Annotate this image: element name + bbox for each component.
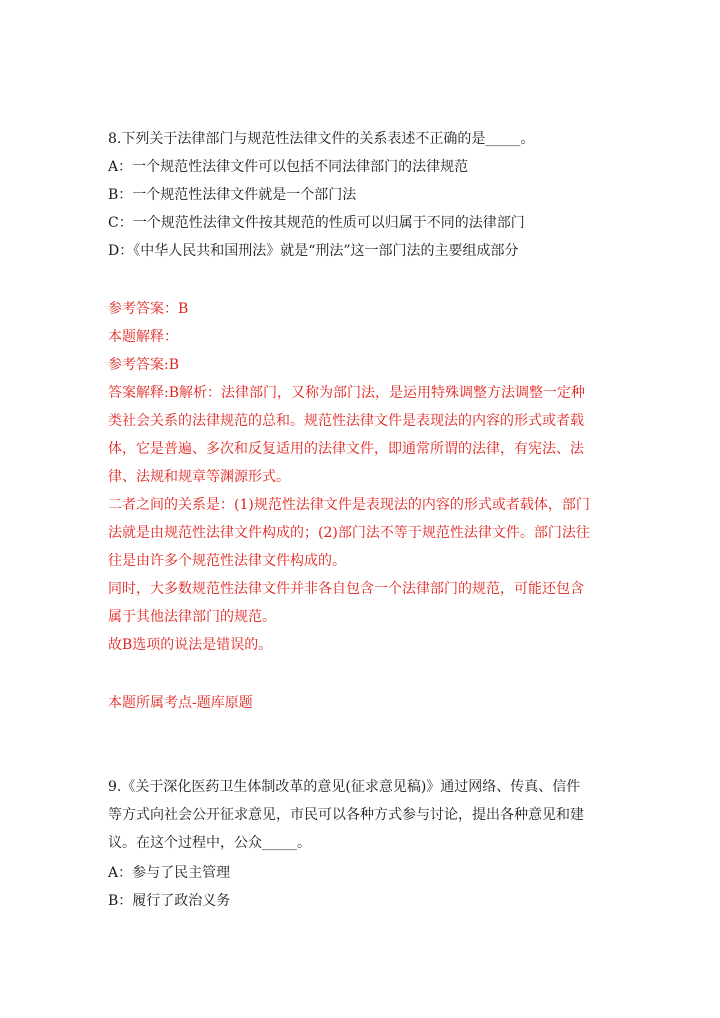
question-9-option-a: A：参与了民主管理: [108, 865, 231, 881]
explanation-line: 律、法规和规章等渊源形式。: [108, 469, 290, 485]
explanation-line: 答案解释:B解析：法律部门，又称为部门法，是运用特殊调整方法调整一定种: [108, 385, 586, 401]
explanation-line: 同时，大多数规范性法律文件并非各自包含一个法律部门的规范，可能还包含: [108, 581, 584, 597]
explanation-line: 体，它是普遍、多次和反复适用的法律文件，即通常所谓的法律，有宪法、法: [108, 441, 584, 457]
question-8-option-c: C：一个规范性法律文件按其规范的性质可以归属于不同的法律部门: [108, 215, 525, 231]
explanation-line: 二者之间的关系是：(1)规范性法律文件是表现法的内容的形式或者载体，部门: [108, 497, 590, 513]
question-9-option-b: B：履行了政治义务: [108, 893, 231, 909]
explanation-line: 属于其他法律部门的规范。: [108, 609, 276, 625]
question-9-stem-line: 等方式向社会公开征求意见，市民可以各种方式参与讨论，提出各种意见和建: [108, 807, 584, 823]
answer-line: 参考答案：B: [108, 301, 189, 317]
explanation-line: 往是由许多个规范性法律文件构成的。: [108, 553, 346, 569]
answer-line-2: 参考答案:B: [108, 357, 180, 373]
question-9-stem-line: 9.《关于深化医药卫生体制改革的意见(征求意见稿)》通过网络、传真、信件: [108, 779, 581, 795]
explanation-line: 法就是由规范性法律文件构成的；(2)部门法不等于规范性法律文件。部门法往: [108, 525, 590, 541]
explanation-line: 类社会关系的法律规范的总和。规范性法律文件是表现法的内容的形式或者载: [108, 413, 584, 429]
question-9-stem-line: 议。在这个过程中，公众_____。: [108, 835, 311, 851]
question-8-option-a: A：一个规范性法律文件可以包括不同法律部门的法律规范: [108, 159, 469, 175]
explanation-line: 故B选项的说法是错误的。: [108, 637, 273, 653]
question-8-stem: 8.下列关于法律部门与规范性法律文件的关系表述不正确的是_____。: [108, 131, 535, 147]
explanation-title: 本题解释：: [108, 329, 178, 345]
question-8-option-d: D：《中华人民共和国刑法》就是“刑法”这一部门法的主要组成部分: [108, 243, 519, 259]
question-8-option-b: B：一个规范性法律文件就是一个部门法: [108, 187, 357, 203]
topic-line: 本题所属考点-题库原题: [108, 695, 253, 711]
